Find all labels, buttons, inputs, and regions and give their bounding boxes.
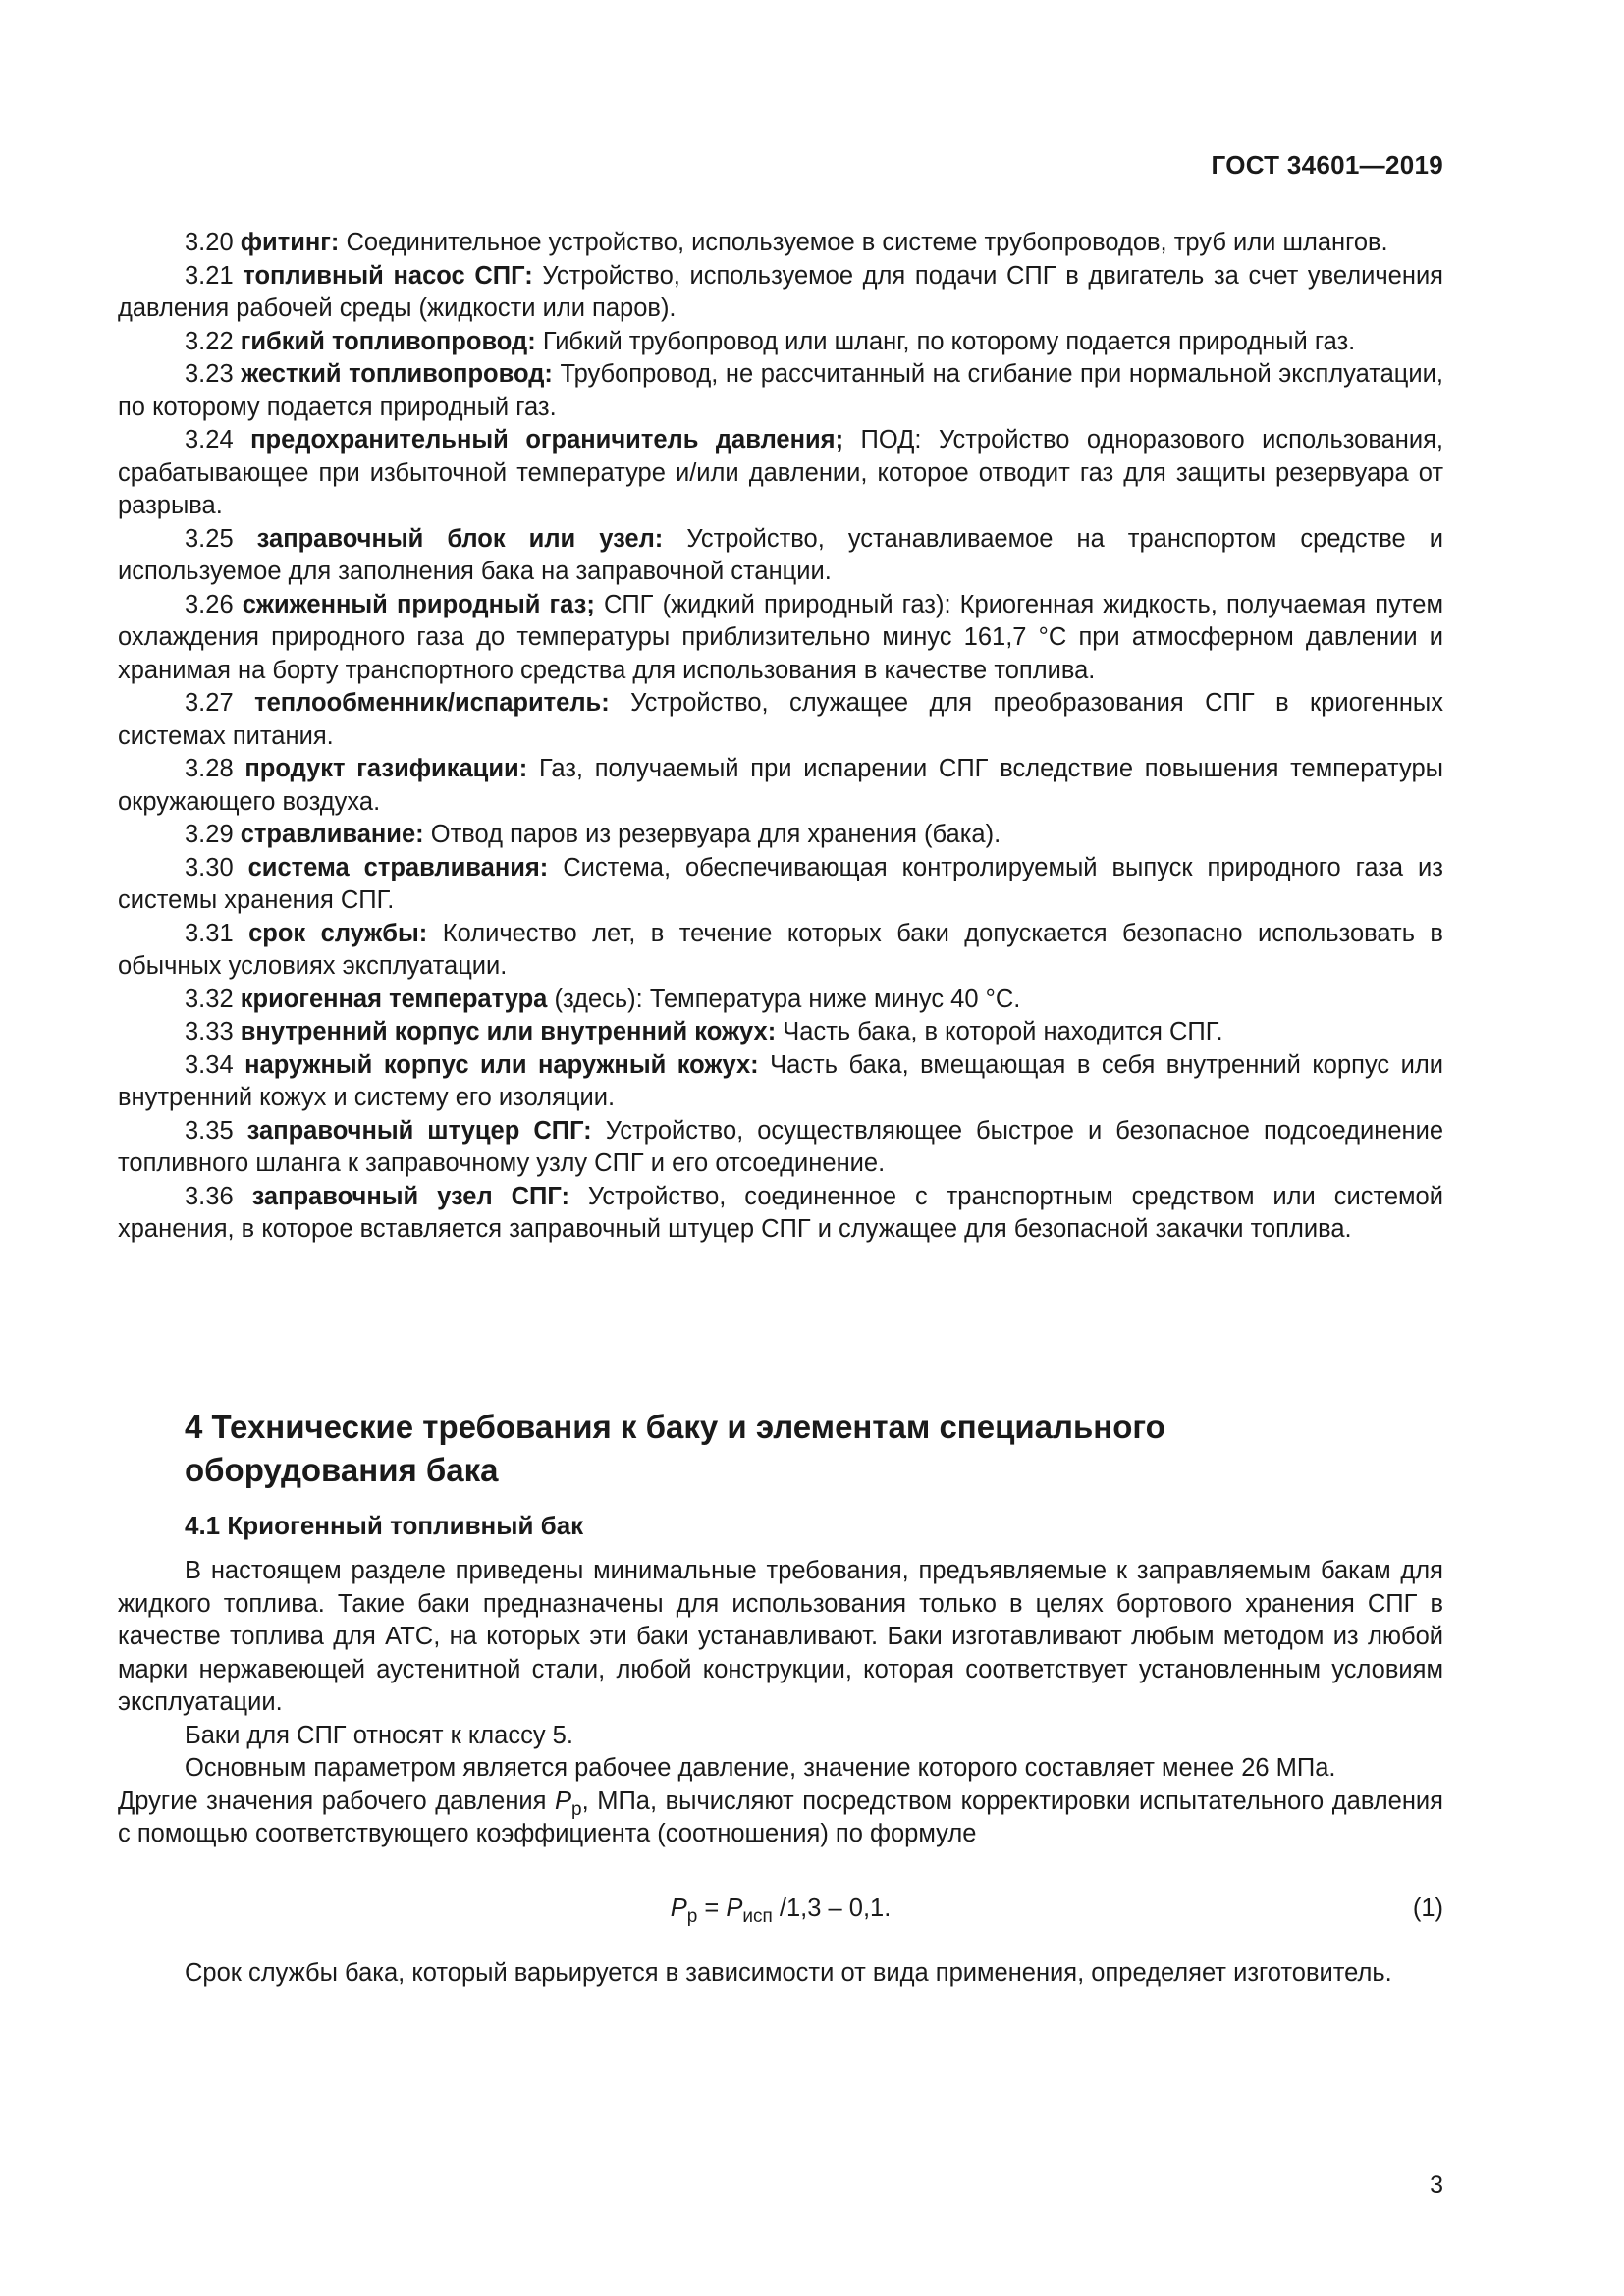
subsection-heading: 4.1 Криогенный топливный бак: [185, 1511, 584, 1540]
term-definition: (здесь): Температура ниже минус 40 °С.: [554, 985, 1021, 1013]
term-definition: Устройство, осуществляющее быстрое и безопасное подсоединение топливного шланга к заправочному узлу СПГ и его отсоединение.: [118, 1116, 1444, 1177]
term-name: продукт газификации:: [244, 755, 528, 782]
term-name: срок службы:: [248, 919, 428, 947]
section-body: [118, 1555, 1443, 1851]
term-name: система стравливания:: [247, 853, 549, 881]
term-3-33: 3.33 внутренний корпус или внутренний кожух: Часть бака, в которой находится СПГ.: [185, 1018, 1223, 1045]
paragraph: Баки для СПГ относят к классу 5.: [185, 1721, 573, 1749]
paragraph: Основным параметром является рабочее давление, значение которого составляет менее 26 МПа.: [185, 1754, 1336, 1782]
term-definition: Гибкий трубопровод или шланг, по которому подается природный газ.: [542, 327, 1356, 355]
term-name: заправочный блок или узел:: [256, 524, 664, 553]
term-definition: СПГ (жидкий природный газ): Криогенная жидкость, получаемая путем охлаждения природного газа до температуры приблизительно минус 161,7 °С при атмосферном давлении и хранимая на борту транспортного средства для использования в качестве топлива.: [118, 590, 1443, 684]
document-id: ГОСТ 34601—2019: [1211, 150, 1443, 180]
subscript: р: [571, 1798, 582, 1820]
term-definition: Газ, получаемый при испарении СПГ вследствие повышения температуры окружающего воздуха.: [118, 755, 1443, 816]
paragraph: Срок службы бака, который варьируется в зависимости от вида применения, определяет изготовитель.: [185, 1959, 1392, 1987]
paragraph: Другие значения рабочего давления $P_р$, МПа, вычисляют посредством корректировки испытательного давления с помощью соответствующего коэффициента (соотношения) по формуле: [118, 1787, 1443, 1847]
term-3-28: 3.28 продукт газификации: Газ, получаемый при испарении СПГ вследствие повышения температуры окружающего воздуха.: [118, 755, 1443, 816]
term-3-29: 3.29 стравливание: Отвод паров из резервуара для хранения (бака).: [185, 821, 1001, 848]
term-definition: Устройство, служащее для преобразования СПГ в криогенных системах питания.: [118, 689, 1443, 750]
formula-rhs-rest: /1,3 – 0,1.: [779, 1895, 892, 1922]
term-3-34: 3.34 наружный корпус или наружный кожух: Часть бака, вмещающая в себя внутренний корпус или внутренний кожух и систему его изоляции.: [118, 1050, 1444, 1111]
formula-lhs-symbol: P: [670, 1895, 687, 1922]
term-definition: Количество лет, в течение которых баки допускается безопасно использовать в обычных условиях эксплуатации.: [118, 919, 1443, 980]
term-3-30: 3.30 система стравливания: Система, обеспечивающая контролируемый выпуск природного газа из системы хранения СПГ.: [118, 853, 1443, 914]
term-definition: Соединительное устройство, используемое в системе трубопроводов, труб или шлангов.: [346, 229, 1388, 256]
term-3-26: 3.26 сжиженный природный газ; СПГ (жидкий природный газ): Криогенная жидкость, получаемая путем охлаждения природного газа до температуры приблизительно минус 161,7 °С при атмосферном давлении и хранимая на борту транспортного средства для использования в качестве топлива.: [118, 590, 1443, 684]
term-3-36: 3.36 заправочный узел СПГ: Устройство, соединенное с транспортным средством или системой хранения, в которое вставляется заправочный штуцер СПГ и служащее для безопасной закачки топлива.: [118, 1182, 1443, 1243]
term-3-24: 3.24 предохранительный ограничитель давления; ПОД: Устройство одноразового использования, срабатывающее при избыточной температуре и/или давлении, которое отводит газ для защиты резервуара от разрыва.: [118, 426, 1443, 519]
term-definition: Устройство, соединенное с транспортным средством или системой хранения, в которое вставляется заправочный штуцер СПГ и служащее для безопасной закачки топлива.: [118, 1182, 1443, 1243]
page-number: 3: [1430, 2171, 1443, 2199]
paragraph: В настоящем разделе приведены минимальные требования, предъявляемые к заправляемым бакам для жидкого топлива. Такие баки предназначены для использования только в целях бортового хранения СПГ в качестве топлива для АТС, на которых эти баки устанавливают. Баки изготавливают любым методом из любой марки нержавеющей аустенитной стали, любой конструкции, которая соответствует установленным условиям эксплуатации.: [118, 1557, 1443, 1716]
term-3-27: 3.27 теплообменник/испаритель: Устройство, служащее для преобразования СПГ в криогенных системах питания.: [118, 689, 1443, 750]
term-3-21: 3.21 топливный насос СПГ: Устройство, используемое для подачи СПГ в двигатель за счет увеличения давления рабочей среды (жидкости или паров).: [118, 261, 1443, 322]
formula-rhs-symbol: P: [726, 1895, 743, 1922]
term-definition: Отвод паров из резервуара для хранения (бака).: [430, 821, 1001, 848]
after-formula: [118, 1957, 1443, 1991]
formula-row: [118, 1893, 1443, 1926]
term-3-20: 3.20 фитинг: Соединительное устройство, используемое в системе трубопроводов, труб или шлангов.: [185, 229, 1388, 256]
term-3-31: 3.31 срок службы: Количество лет, в течение которых баки допускается безопасно использовать в обычных условиях эксплуатации.: [118, 919, 1443, 980]
term-name: внутренний корпус или внутренний кожух:: [240, 1018, 777, 1045]
term-name: теплообменник/испаритель:: [254, 689, 610, 717]
term-name: сжиженный природный газ;: [242, 590, 595, 618]
term-3-22: 3.22 гибкий топливопровод: Гибкий трубопровод или шланг, по которому подается природный газ.: [185, 327, 1356, 355]
formula-equals: =: [697, 1895, 727, 1922]
term-definition: Устройство, устанавливаемое на транспортом средстве и используемое для заполнения бака на заправочной станции.: [118, 524, 1443, 585]
term-name: криогенная температура: [240, 985, 548, 1013]
term-name: заправочный узел СПГ:: [251, 1182, 569, 1210]
term-definition: Часть бака, вмещающая в себя внутренний корпус или внутренний кожух и систему его изоляции.: [118, 1050, 1444, 1111]
term-name: гибкий топливопровод:: [240, 327, 536, 355]
term-definition: Трубопровод, не рассчитанный на сгибание при нормальной эксплуатации, по которому подается природный газ.: [118, 360, 1443, 421]
term-3-32: 3.32 криогенная температура (здесь): Температура ниже минус 40 °С.: [185, 985, 1021, 1013]
term-name: заправочный штуцер СПГ:: [246, 1116, 592, 1145]
symbol-p: P: [555, 1787, 572, 1815]
section-heading: 4 Технические требования к баку и элементам специального оборудования бака: [185, 1409, 1165, 1488]
term-3-25: 3.25 заправочный блок или узел: Устройство, устанавливаемое на транспортом средстве и используемое для заполнения бака на заправочной станции.: [118, 524, 1443, 585]
term-3-23: 3.23 жесткий топливопровод: Трубопровод, не рассчитанный на сгибание при нормальной эксплуатации, по которому подается природный газ.: [118, 360, 1443, 421]
formula-rhs-subscript: исп: [742, 1906, 773, 1927]
term-name: стравливание:: [240, 821, 424, 848]
term-name: топливный насос СПГ:: [243, 261, 533, 290]
equation-number: (1): [1412, 1895, 1443, 1922]
formula-lhs-subscript: р: [686, 1906, 698, 1927]
term-definition: Устройство, используемое для подачи СПГ в двигатель за счет увеличения давления рабочей среды (жидкости или паров).: [118, 261, 1443, 322]
formula: [118, 1893, 1443, 1926]
term-name: фитинг:: [240, 229, 340, 256]
term-definition: Система, обеспечивающая контролируемый выпуск природного газа из системы хранения СПГ.: [118, 853, 1443, 914]
term-3-35: 3.35 заправочный штуцер СПГ: Устройство, осуществляющее быстрое и безопасное подсоединение топливного шланга к заправочному узлу СПГ и его отсоединение.: [118, 1116, 1444, 1177]
term-definition: Часть бака, в которой находится СПГ.: [783, 1018, 1223, 1045]
term-name: жесткий топливопровод:: [241, 360, 553, 388]
term-name: наружный корпус или наружный кожух:: [244, 1050, 759, 1079]
term-definition: ПОД: Устройство одноразового использования, срабатывающее при избыточной температуре и/или давлении, которое отводит газ для защиты резервуара от разрыва.: [118, 426, 1443, 519]
terms-list: [118, 227, 1443, 1247]
term-name: предохранительный ограничитель давления;: [250, 426, 844, 454]
